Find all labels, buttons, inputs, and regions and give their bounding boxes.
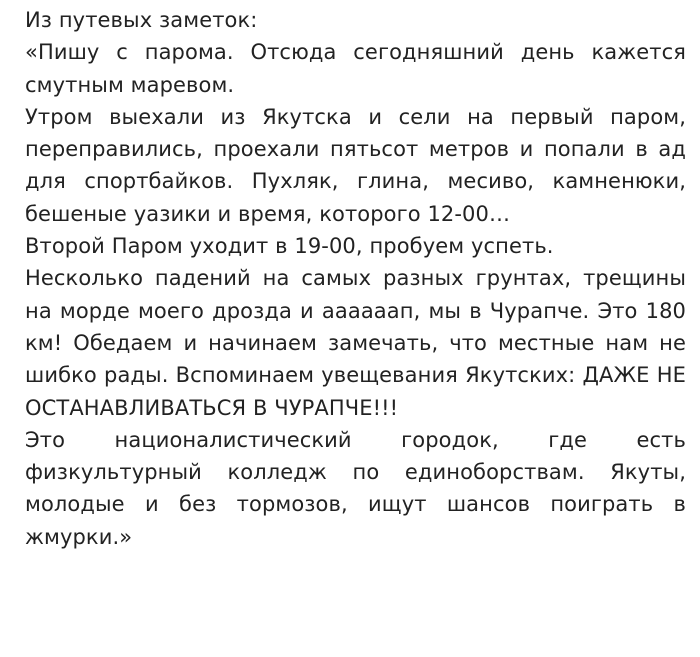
paragraph-1: «Пишу с парома. Отсюда сегодняшний день кажется смутным маревом. bbox=[25, 40, 686, 97]
paragraph-3: Второй Паром уходит в 19-00, пробуем успеть. bbox=[25, 234, 554, 259]
heading-line: Из путевых заметок: bbox=[25, 8, 258, 32]
paragraph-5: Это националистический городок, где есть физкультурный колледж по единоборствам. Якуты, молодые и без тормозов, ищут шансов поиграть в жмурки.» bbox=[25, 427, 686, 549]
paragraph-4: Несколько падений на самых разных грунтах, трещины на морде моего дрозда и аааааап, мы в Чурапче. Это 180 км! Обедаем и начинаем замечать, что местные нам не шибко рады. Вспоминаем увещевания Якутских: ДАЖЕ НЕ ОСТАНАВЛИВАТЬСЯ В ЧУРАПЧЕ!!! bbox=[25, 266, 686, 420]
paragraph-2: Утром выехали из Якутска и сели на первый паром, переправились, проехали пятьсот метров и попали в ад для спортбайков. Пухляк, глина, месиво, камненюки, бешеные уазики и время, которого 12-00… bbox=[25, 104, 686, 226]
